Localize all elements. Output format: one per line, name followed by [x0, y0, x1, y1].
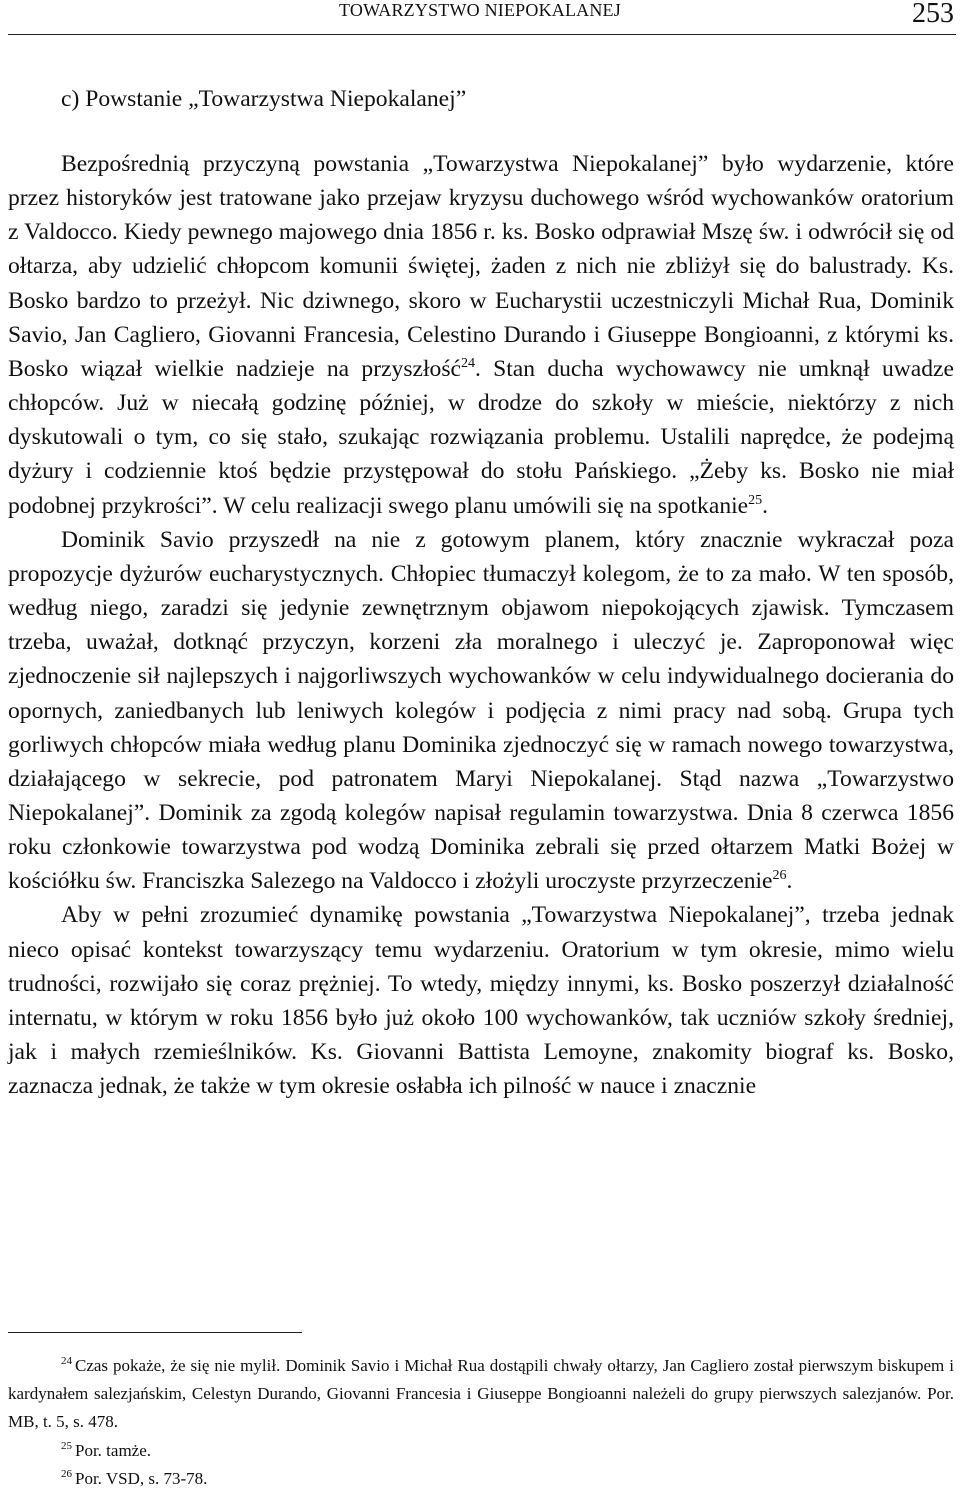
footnote-number: 26	[61, 1467, 72, 1480]
footnote-text: Por. tamże.	[75, 1440, 152, 1460]
footnote-ref-24: 24	[460, 355, 475, 371]
footnote-text: Czas pokaże, że się nie mylił. Dominik Savio i Michał Rua dostąpili chwały ołtarzy, Jan Cagliero został pierwszym biskupem i kardynałem salezjańskim, Celestyn Durando, Giovanni Francesia i Giuseppe Bongioanni należeli do grupy pierwszych salezjanów. Por. MB, t. 5, s. 478.	[8, 1356, 954, 1432]
text-span: Bezpośrednią przyczyną powstania „Towarzystwa Niepokalanej” było wydarzenie, które przez historyków jest tratowane jako przejaw kryzysu duchowego wśród wychowanków oratorium z Valdocco. Kiedy pewnego majowego dnia 1856 r. ks. Bosko odprawiał Mszę św. i odwrócił się od ołtarza, aby udzielić chłopcom komunii świętej, żaden z nich nie zbliżył się do balustrady. Ks. Bosko bardzo to przeżył. Nic dziwnego, skoro w Eucharystii uczestniczyli Michał Rua, Dominik Savio, Jan Cagliero, Giovanni Francesia, Celestino Durando i Giuseppe Bongioanni, z którymi ks. Bosko wiązał wielkie nadzieje na przyszłość	[8, 151, 954, 382]
footnote-number: 25	[61, 1439, 72, 1452]
footnote-number: 24	[61, 1355, 72, 1367]
paragraph-1	[8, 147, 954, 523]
text-span: Dominik Savio przyszedł na nie z gotowym planem, który znacznie wykraczał poza propozycje dyżurów eucharystycznych. Chłopiec tłumaczył kolegom, że to za mało. W ten sposób, według niego, zaradzi się jedynie zewnętrznym objawom niepokojących zjawisk. Tymczasem trzeba, uważał, dotknąć przyczyn, korzeni zła moralnego i uleczyć je. Zaproponował więc zjednoczenie sił najlepszych i najgorliwszych wychowanków w celu indywidualnego docierania do opornych, zaniedbanych lub leniwych kolegów i podjęcia z nimi pracy nad sobą. Grupa tych gorliwych chłopców miała według planu Dominika zjednoczyć się w ramach nowego towarzystwa, działającego w sekrecie, pod patronatem Maryi Niepokalanej. Stąd nazwa „Towarzystwo Niepokalanej”. Dominik za zgodą kolegów napisał regulamin towarzystwa. Dnia 8 czerwca 1856 roku członkowie towarzystwa pod wodzą Dominika zebrali się przed ołtarzem Matki Bożej w kościółku św. Franciszka Salezego na Valdocco i złożyli uroczyste przyrzeczenie	[8, 526, 954, 895]
text-span: . Stan ducha wychowawcy nie umknął uwadze chłopców. Już w niecałą godzinę później, w drodze do szkoły w mieście, niektórzy z nich dyskutowali o tym, co się stało, szukając rozwiązania problemu. Ustalili naprędce, że podejmą dyżury i codziennie ktoś będzie przystępował do stołu Pańskiego. „Żeby ks. Bosko nie miał podobnej przykrości”. W celu realizacji swego planu umówili się na spotkanie	[8, 355, 954, 519]
footnote-ref-26: 26	[772, 868, 787, 884]
footnotes	[8, 1352, 954, 1493]
text-span: Aby w pełni zrozumieć dynamikę powstania „Towarzystwa Niepokalanej”, trzeba jednak nieco opisać kontekst towarzyszący temu wydarzeniu. Oratorium w tym okresie, mimo wielu trudności, rozwijało się coraz prężniej. To wtedy, między innymi, ks. Bosko poszerzył działalność internatu, w którym w roku 1856 było już około 100 wychowanków, tak uczniów szkoły średniej, jak i małych rzemieślników. Ks. Giovanni Battista Lemoyne, znakomity biograf ks. Bosko, zaznacza jednak, że także w tym okresie osłabła ich pilność w nauce i znacznie	[8, 902, 954, 1100]
footnote-24	[8, 1352, 954, 1437]
main-text	[8, 82, 954, 1103]
footnote-26	[8, 1465, 954, 1493]
paragraph-2	[8, 523, 954, 899]
footnote-25	[8, 1437, 954, 1465]
running-title: TOWARZYSTWO NIEPOKALANEJ	[339, 0, 621, 20]
footnote-separator	[8, 1332, 302, 1333]
text-span: .	[786, 868, 793, 895]
section-heading: c) Powstanie „Towarzystwa Niepokalanej”	[61, 86, 467, 112]
footnote-ref-25: 25	[748, 492, 763, 508]
paragraph-3	[8, 898, 954, 1103]
text-span: .	[762, 492, 769, 519]
running-header	[8, 0, 956, 35]
page-number: 253	[912, 0, 954, 29]
footnote-text: Por. VSD, s. 73-78.	[75, 1468, 208, 1488]
